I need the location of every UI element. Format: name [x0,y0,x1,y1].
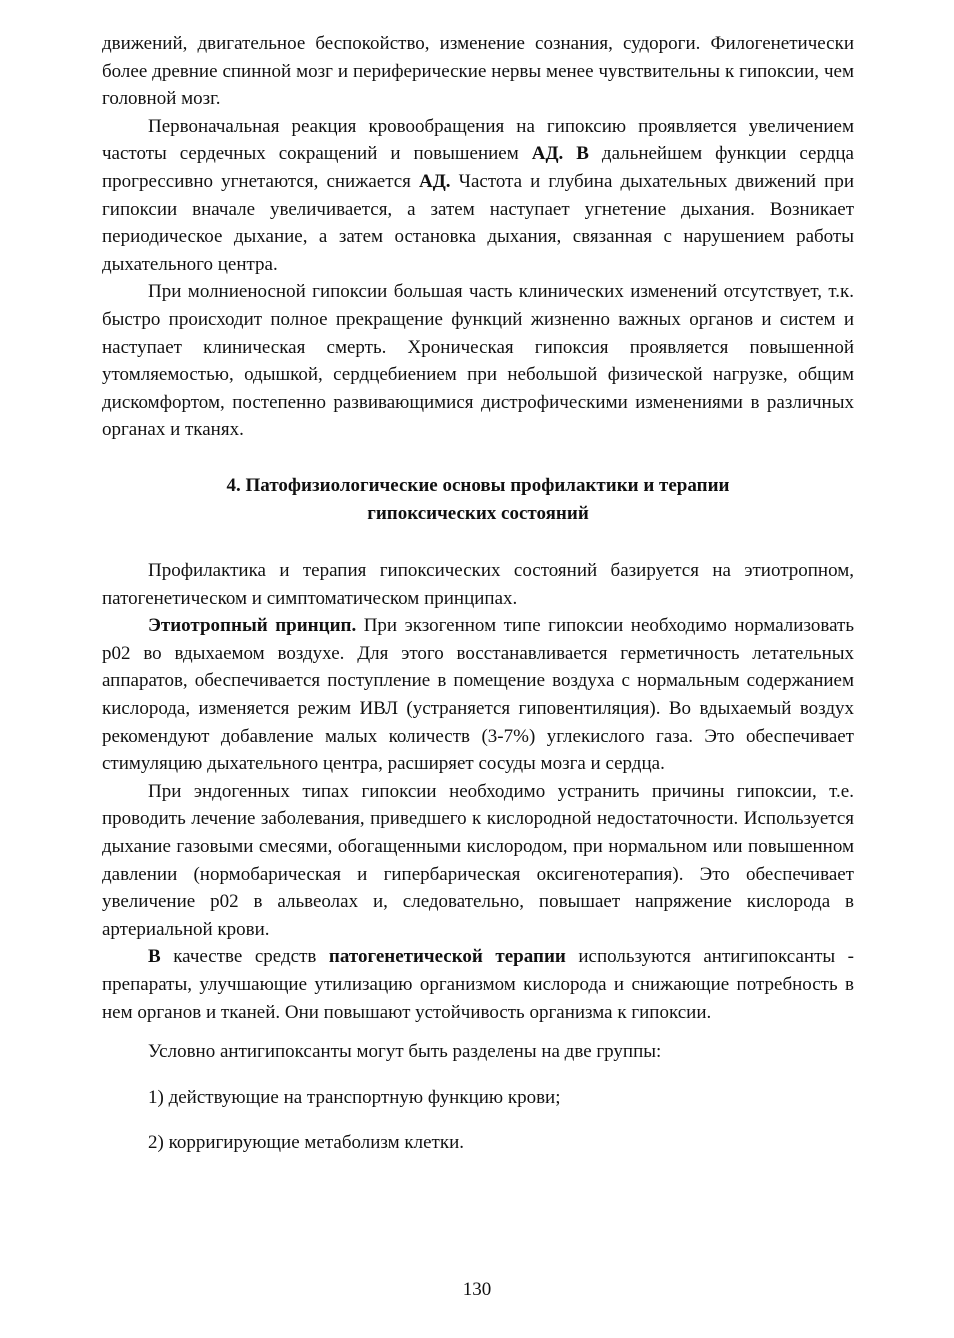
section-heading-line2: гипоксических состояний [367,502,589,524]
text-run: При экзогенном типе гипоксии необходимо нормализовать р02 во вдыхаемом воздухе. Для этого восстанавливается герметичность летательных аппаратов, обеспечивается поступление в помещение воздуха с нормальным содержанием кислорода, изменяется режим ИВЛ (устраняется гиповентиляция). Во вдыхаемый воздух рекомендуют добавление малых количеств (3-7%) углекислого газа. Это обеспечивает стимуляцию дыхательного центра, расширяет сосуды мозга и сердца. [102,615,854,775]
paragraph-pathogenetic-therapy [102,943,854,1026]
paragraph-fulminant-hypoxia: При молниеносной гипоксии большая часть клинических изменений отсутствует, т.к. быстро происходит полное прекращение функций жизненно важных органов и систем и наступает клиническая смерть. Хроническая гипоксия проявляется повышенной утомляемостью, одышкой, сердцебиением при небольшой физической нагрузке, общим дискомфортом, постепенно развивающимися дистрофическими изменениями в различных органах и тканях. [102,281,854,441]
paragraph-antihypoxant-groups: Условно антигипоксанты могут быть разделены на две группы: [148,1041,662,1063]
paragraph-hypoxia-symptoms: движений, двигательное беспокойство, изменение сознания, судороги. Филогенетически более древние спинной мозг и периферические нервы менее чувствительны к гипоксии, чем головной мозг. [102,33,854,110]
bold-text-v: В [148,946,161,968]
paragraph-circulation-reaction [102,113,854,279]
bold-text-pathogenetic: патогенетической терапии [328,946,566,968]
text-run: Частота и глубина дыхательных движений при гипоксии вначале увеличивается, а затем наступает угнетение дыхания. Возникает периодическое дыхание, а затем остановка дыхания, связанная с нарушением работы дыхательного центра. [102,170,854,275]
page-number: 130 [462,1279,492,1300]
text-run: используются антигипоксанты - препараты, улучшающие утилизацию организмом кислорода и снижающие потребность в нем органов и тканей. Они повышают устойчивость организма к гипоксии. [102,946,854,1023]
bold-text-etiotropic: Этиотропный принцип. [148,615,357,637]
text-run: Первоначальная реакция кровообращения на гипоксию проявляется увеличением частоты сердечных сокращений и повышением [102,115,854,165]
section-heading [102,472,854,527]
paragraph-endogenous-hypoxia: При эндогенных типах гипоксии необходимо устранить причины гипоксии, т.е. проводить лечение заболевания, приведшего к кислородной недостаточности. Используется дыхание газовыми смесями, обогащенными кислородом, при нормальном или повышенном давлении (нормобарическая и гипербарическая оксигенотерапия). Это обеспечивает увеличение р02 в альвеолах и, следовательно, повышает напряжение кислорода в артериальной крови. [102,780,854,940]
text-run: дальнейшем функции сердца прогрессивно угнетаются, снижается [102,143,854,192]
bold-text-ad: АД. [418,170,451,192]
list-item-transport: 1) действующие на транспортную функцию крови; [148,1086,561,1108]
text-run: качестве средств [160,946,329,968]
paragraph-etiotropic-principle [102,612,854,778]
list-item-metabolism: 2) корригирующие метаболизм клетки. [148,1132,464,1154]
bold-text-ad-v: АД. В [531,143,589,165]
section-heading-line1: 4. Патофизиологические основы профилактики и терапии [226,474,730,496]
paragraph-prevention-intro: Профилактика и терапия гипоксических состояний базируется на этиотропном, патогенетическом и симптоматическом принципах. [102,560,854,609]
document-page [102,30,854,1157]
